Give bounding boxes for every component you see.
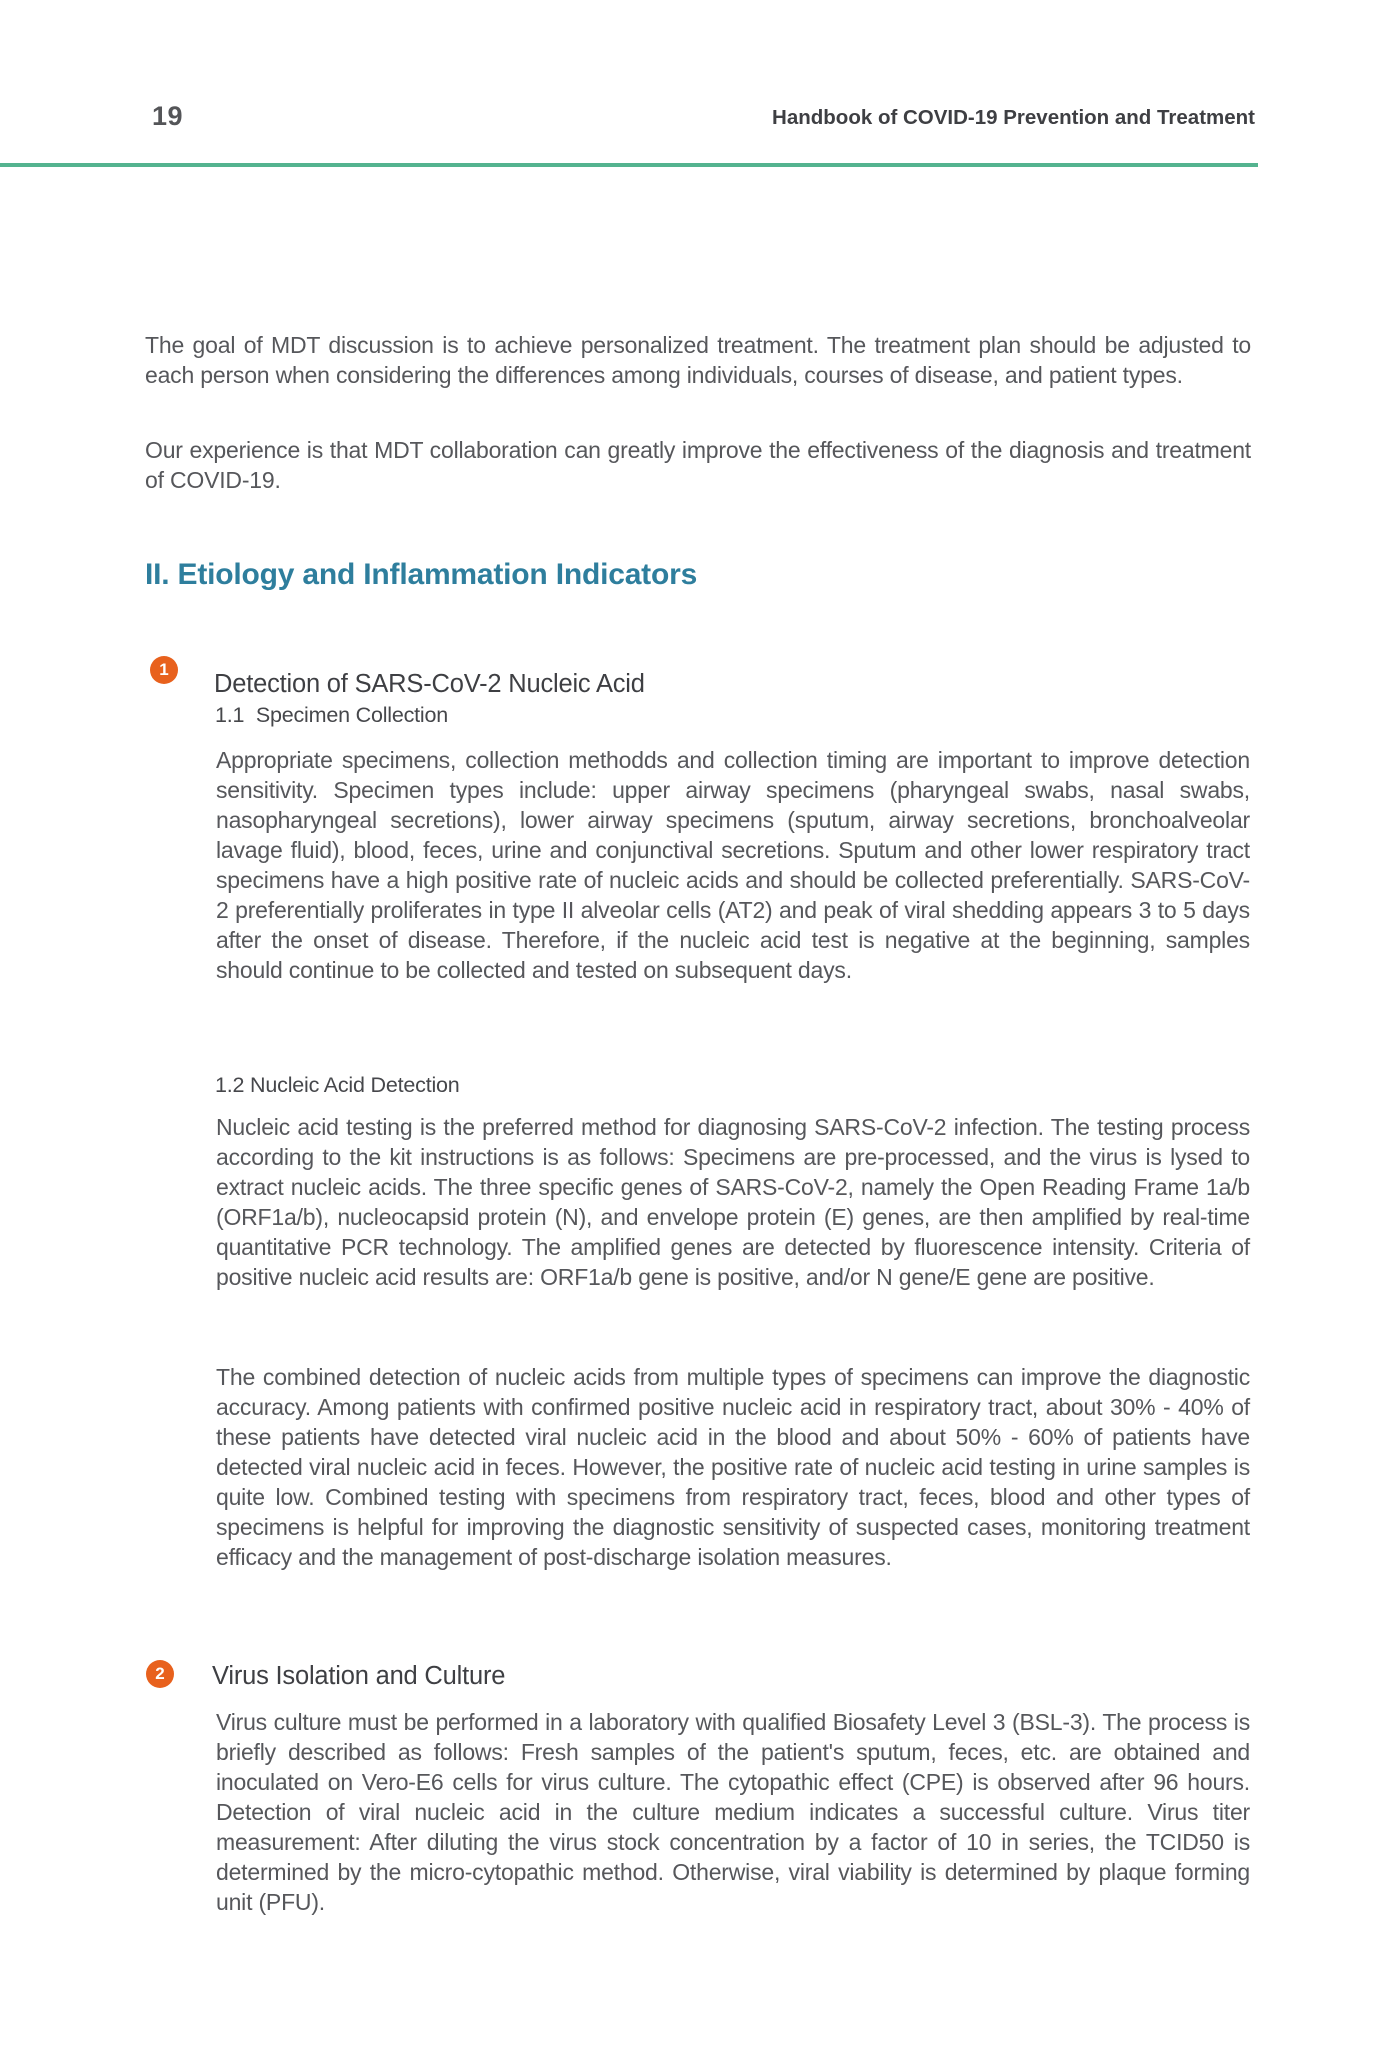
item-2-title: Virus Isolation and Culture [212,1662,506,1690]
item-1-number-badge [150,656,178,684]
subsection-1-1-paragraph: Appropriate specimens, collection methodds and collection timing are important to improve detection sensitivity. Specimen types include: upper airway specimens (pharyngeal swabs, nasal swabs, nasopharyngeal secretions), lower airway specimens (sputum, airway secretions, bronchoalveolar lavage fluid), blood, feces, urine and conjunctival secretions. Sputum and other lower respiratory tract specimens have a high positive rate of nucleic acids and should be collected preferentially. SARS-CoV-2 preferentially proliferates in type II alveolar cells (AT2) and peak of viral shedding appears 3 to 5 days after the onset of disease. Therefore, if the nucleic acid test is negative at the beginning, samples should continue to be collected and tested on subsequent days. [216,747,1250,983]
item-2-paragraph: Virus culture must be performed in a laboratory with qualified Biosafety Level 3 (BSL-3). The process is briefly described as follows: Fresh samples of the patient's sputum, feces, etc. are obtained and inoculated on Vero-E6 cells for virus culture. The cytopathic effect (CPE) is observed after 96 hours. Detection of viral nucleic acid in the culture medium indicates a successful culture. Virus titer measurement: After diluting the virus stock concentration by a factor of 10 in series, the TCID50 is determined by the micro-cytopathic method. Otherwise, viral viability is determined by plaque forming unit (PFU). [216,1709,1250,1915]
running-header-title: Handbook of COVID-19 Prevention and Treatment [772,106,1255,129]
item-2-number: 2 [155,1664,165,1683]
intro-paragraph-2: Our experience is that MDT collaboration can greatly improve the effectiveness of the diagnosis and treatment of COVID-19. [145,437,1251,493]
subsection-1-2-paragraph-1: Nucleic acid testing is the preferred method for diagnosing SARS-CoV-2 infection. The testing process according to the kit instructions is as follows: Specimens are pre-processed, and the virus is lysed to extract nucleic acids. The three specific genes of SARS-CoV-2, namely the Open Reading Frame 1a/b (ORF1a/b), nucleocapsid protein (N), and envelope protein (E) genes, are then amplified by real-time quantitative PCR technology. The amplified genes are detected by fluorescence intensity. Criteria of positive nucleic acid results are: ORF1a/b gene is positive, and/or N gene/E gene are positive. [216,1114,1250,1290]
page-number: 19 [152,101,184,131]
section-heading: II. Etiology and Inflammation Indicators [145,558,698,591]
intro-paragraph-1: The goal of MDT discussion is to achieve personalized treatment. The treatment plan should be adjusted to each person when considering the differences among individuals, courses of disease, and patient types. [145,332,1251,388]
subsection-1-2-label: 1.2 Nucleic Acid Detection [215,1073,460,1097]
subsection-1-1-label: 1.1 Specimen Collection [215,703,449,727]
item-2-number-badge [146,1660,174,1688]
header-divider [0,163,1258,167]
item-1-number: 1 [159,660,169,679]
subsection-1-2-paragraph-2: The combined detection of nucleic acids from multiple types of specimens can improve the diagnostic accuracy. Among patients with confirmed positive nucleic acid in respiratory tract, about 30% - 40% of these patients have detected viral nucleic acid in the blood and about 50% - 60% of patients have detected viral nucleic acid in feces. However, the positive rate of nucleic acid testing in urine samples is quite low. Combined testing with specimens from respiratory tract, feces, blood and other types of specimens is helpful for improving the diagnostic sensitivity of suspected cases, monitoring treatment efficacy and the management of post-discharge isolation measures. [216,1364,1250,1570]
item-1-title: Detection of SARS-CoV-2 Nucleic Acid [214,670,645,698]
